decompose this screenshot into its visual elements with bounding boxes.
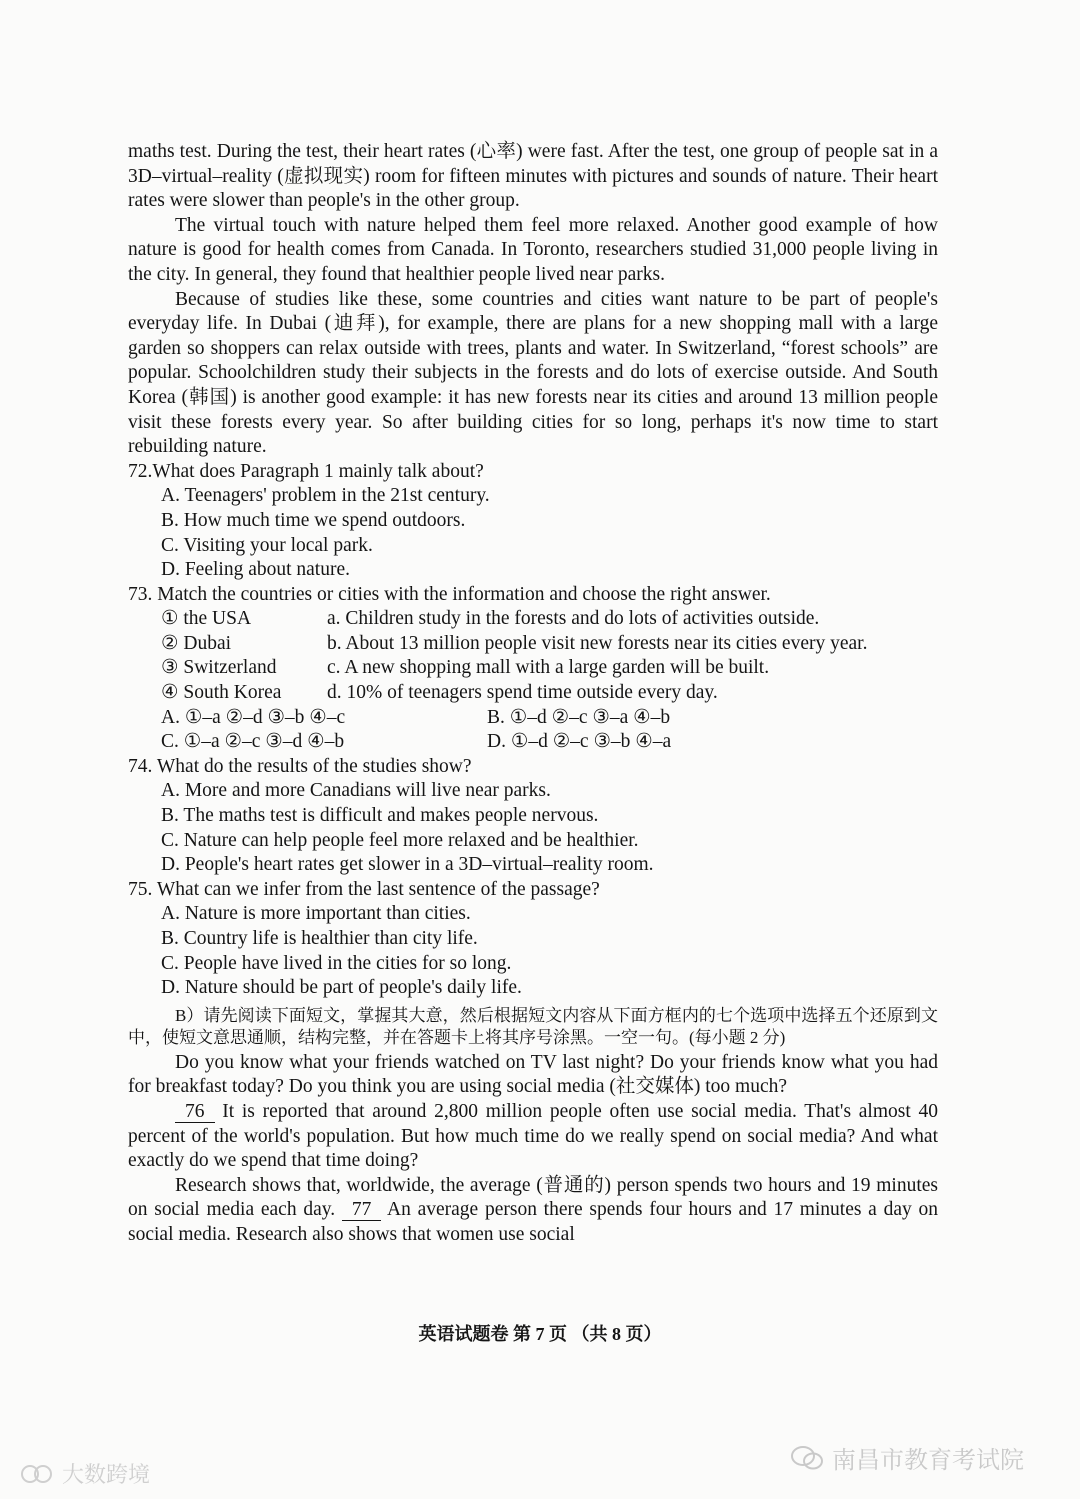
- answer-row: [128, 706, 938, 731]
- passage-paragraph-2: The virtual touch with nature helped them feel more relaxed. Another good example of how nature is good for health comes from Canada. In Toronto, researchers studied 31,000 people living in the city. In general, they found that healthier people lived near parks.: [128, 214, 938, 285]
- option-c: C. ①–a ②–c ③–d ④–b: [161, 731, 345, 753]
- match-right: a. Children study in the forests and do lots of activities outside.: [327, 608, 820, 630]
- option-c: C. Nature can help people feel more relaxed and be healthier.: [161, 829, 639, 851]
- blank-77[interactable]: 77: [342, 1200, 382, 1221]
- paragraph-text: It is reported that around 2,800 million people often use social media. That's almost 40 percent of the world's population. But how much time do we really spend on social media? And what exactly do we spend that time doing?: [128, 1100, 938, 1172]
- match-row: [128, 681, 938, 706]
- brand-logo-icon: [20, 1461, 54, 1487]
- watermark-text: 南昌市教育考试院: [832, 1446, 1024, 1474]
- watermark-left: [20, 1458, 150, 1489]
- question-73: [128, 583, 938, 755]
- paragraph-text: Research shows that, worldwide, the average (普通的) person spends two hours and 19 minutes on social media each day.: [128, 1174, 938, 1221]
- watermark-right: [790, 1440, 1024, 1475]
- option-b: B. How much time we spend outdoors.: [161, 509, 466, 531]
- section-b-instruction: B）请先阅读下面短文，掌握其大意，然后根据短文内容从下面方框内的七个选项中选择五个还原到文中，使短文意思通顺，结构完整，并在答题卡上将其序号涂黑。一空一句。(每小题 2 分): [128, 1005, 938, 1047]
- question-stem: 73. Match the countries or cities with the information and choose the right answer.: [128, 583, 771, 605]
- option-b: B. Country life is healthier than city life.: [161, 928, 478, 949]
- option-a: A. Nature is more important than cities.: [161, 903, 471, 925]
- match-left: ① the USA: [161, 608, 252, 630]
- question-stem: 74. What do the results of the studies show?: [128, 755, 472, 777]
- match-row: [128, 632, 938, 657]
- match-right: b. About 13 million people visit new forests near its cities every year.: [327, 632, 868, 654]
- option-b: B. ①–d ②–c ③–a ④–b: [487, 706, 671, 728]
- match-left: ④ South Korea: [161, 682, 282, 704]
- question-stem: 72.What does Paragraph 1 mainly talk about?: [128, 460, 484, 482]
- match-left: ② Dubai: [161, 632, 232, 654]
- question-74: [128, 755, 938, 878]
- option-a: A. ①–a ②–d ③–b ④–c: [161, 706, 346, 728]
- option-d: D. ①–d ②–c ③–b ④–a: [487, 731, 672, 753]
- question-72: [128, 460, 938, 583]
- question-75: [128, 878, 938, 1001]
- passage-b-paragraph-3: [128, 1174, 938, 1248]
- match-row: [128, 607, 938, 632]
- option-d: D. Feeling about nature.: [161, 559, 350, 581]
- passage-b-paragraph-2: [128, 1100, 938, 1174]
- match-right: d. 10% of teenagers spend time outside every day.: [327, 682, 718, 704]
- match-row: [128, 656, 938, 681]
- wechat-icon: [790, 1445, 824, 1471]
- blank-76[interactable]: 76: [175, 1102, 215, 1123]
- option-b: B. The maths test is difficult and makes people nervous.: [161, 805, 599, 827]
- passage-b-paragraph-1: Do you know what your friends watched on TV last night? Do your friends know what you had for breakfast today? Do you think you are using social media (社交媒体) too much?: [128, 1051, 938, 1098]
- option-c: C. People have lived in the cities for so long.: [161, 952, 512, 974]
- option-d: D. Nature should be part of people's daily life.: [161, 977, 522, 999]
- match-right: c. A new shopping mall with a large garden will be built.: [327, 657, 770, 679]
- option-a: A. More and more Canadians will live near parks.: [161, 780, 551, 802]
- paragraph-text: An average person there spends four hours and 17 minutes a day on social media. Research also shows that women use social: [128, 1199, 938, 1245]
- match-left: ③ Switzerland: [161, 657, 277, 679]
- watermark-text: 大数跨境: [62, 1463, 151, 1488]
- option-c: C. Visiting your local park.: [161, 534, 373, 556]
- answer-row: [128, 730, 938, 755]
- option-d: D. People's heart rates get slower in a 3D–virtual–reality room.: [161, 854, 654, 876]
- option-a: A. Teenagers' problem in the 21st century.: [161, 485, 490, 507]
- passage-paragraph-3: Because of studies like these, some countries and cities want nature to be part of people's everyday life. In Dubai (迪拜), for example, there are plans for a new shopping mall with a large garden so shoppers can relax outside with trees, plants and water. In Switzerland, “forest schools” are popular. Schoolchildren study their subjects in the forests and do lots of exercise outside. And South Korea (韩国) is another good example: it has new forests near its cities and around 13 million people visit these forests every year. So after building cities for so long, perhaps it's now time to start rebuilding nature.: [128, 288, 938, 458]
- exam-page: [128, 140, 938, 1248]
- passage-paragraph-1: maths test. During the test, their heart rates (心率) were fast. After the test, one group of people sat in a 3D–virtual–reality (虚拟现实) room for fifteen minutes with pictures and sounds of nature. Their heart rates were slower than people's in the other group.: [128, 141, 938, 212]
- page-footer: 英语试题卷 第 7 页 （共 8 页）: [418, 1324, 662, 1344]
- question-stem: 75. What can we infer from the last sentence of the passage?: [128, 878, 600, 900]
